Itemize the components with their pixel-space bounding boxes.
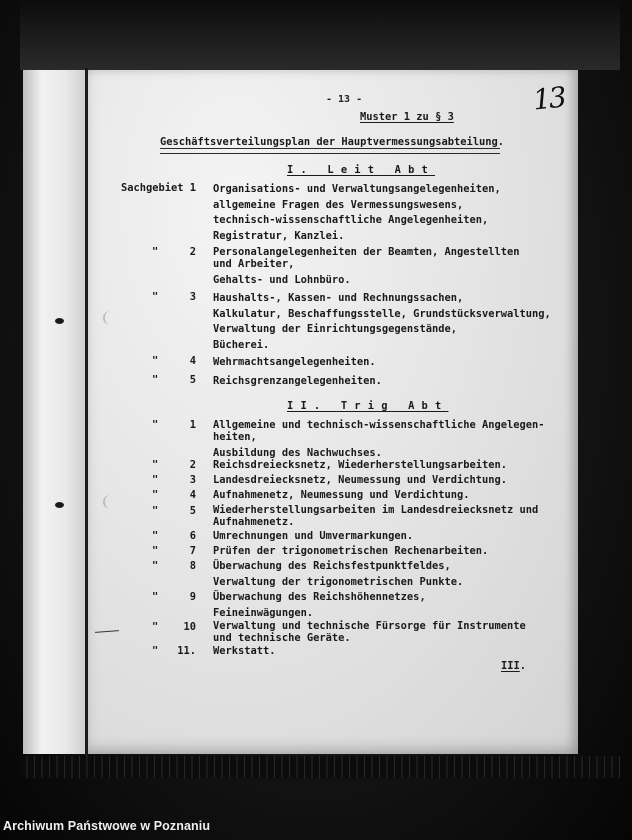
item-number: 4 [189,489,196,501]
item-number: 10 [183,621,196,633]
item-number: 5 [189,374,196,386]
ditto-mark: " [152,530,159,542]
item-number: 1 [189,419,196,431]
ditto-mark: " [152,591,159,603]
item-description [213,182,501,244]
item-line: Überwachung des Reichshöhennetzes, [213,591,426,603]
typed-page-number: - 13 - [326,94,363,105]
item-line: Ausbildung des Nachwuchses. [213,446,382,459]
item-description [213,473,507,489]
item-number: 9 [189,591,196,603]
item-line: Gehalts- und Lohnbüro. [213,273,351,286]
item-line: heiten, [213,431,257,443]
item-line: Feineinwägungen. [213,606,314,619]
item-line: Kalkulatur, Beschaffungsstelle, Grundstücksverwaltung, [213,307,551,320]
punch-hole-upper [55,318,64,324]
item-line: Personalangelegenheiten der Beamten, Angestellten [213,246,520,258]
ditto-mark: " [152,459,159,471]
item-description [213,355,376,371]
punch-hole-lower [55,502,64,508]
item-number: 8 [189,560,196,572]
ditto-mark: " [152,621,159,633]
item-line: Registratur, Kanzlei. [213,229,345,242]
ditto-mark: " [152,474,159,486]
item-line: und Arbeiter, [213,258,295,270]
punch-hole-shadow-upper [103,311,117,325]
item-line: Wiederherstellungsarbeiten im Landesdreiecksnetz und [213,504,539,516]
section-heading-trig-abt: II. Trig Abt [287,400,449,412]
punch-hole-shadow-lower [103,495,117,509]
item-number: 6 [189,530,196,542]
item-description [213,544,488,560]
item-description [213,458,507,474]
item-line: Verwaltung der Einrichtungsgegenstände, [213,323,457,335]
item-line: Prüfen der trigonometrischen Rechenarbeiten. [213,545,489,557]
ditto-mark: " [152,291,159,303]
item-line: Allgemeine und technisch-wissenschaftliche Angelegen- [213,419,545,431]
continuation-section-label: III [501,660,520,672]
item-line: Aufnahmenetz, Neumessung und Verdichtung. [213,489,470,501]
item-line: Bücherei. [213,338,270,351]
item-description [213,559,463,590]
item-number: 7 [189,545,196,557]
item-line: technisch-wissenschaftliche Angelegenheiten, [213,214,489,226]
item-description [213,374,382,390]
ditto-mark: " [152,645,159,657]
item-number: 5 [189,505,196,517]
ditto-mark: " [152,489,159,501]
scanner-bottom-strip [20,756,620,778]
item-line: allgemeine Fragen des Vermessungswesens, [213,198,464,211]
document-title: Geschäftsverteilungsplan der Hauptvermessungsabteilung. [160,136,505,148]
item-description [213,644,276,660]
item-description [213,529,413,545]
item-description [213,590,426,621]
continuation-marker [501,660,526,672]
item-number: 2 [189,246,196,258]
ditto-mark: " [152,246,159,258]
item-description [213,505,538,531]
item-number: 1 [189,182,196,194]
item-prefix: Sachgebiet [121,182,184,194]
item-line: Aufnahmenetz. [213,516,295,528]
archive-caption: Archiwum Państwowe w Poznaniu [3,819,211,833]
ditto-mark: " [152,374,159,386]
item-line: Reichsdreiecksnetz, Wiederherstellungsarbeiten. [213,459,508,471]
item-line: Überwachung des Reichsfestpunktfeldes, [213,560,451,572]
item-number: 11. [177,645,196,657]
ditto-mark: " [152,560,159,572]
item-number: 4 [189,355,196,367]
facing-page-edge [23,70,85,754]
item-line: Haushalts-, Kassen- und Rechnungssachen, [213,292,464,304]
item-line: Verwaltung und technische Fürsorge für Instrumente [213,620,526,632]
title-double-rule [160,148,500,154]
handwritten-page-number: 13 [531,80,567,117]
item-number: 2 [189,459,196,471]
item-number: 3 [189,291,196,303]
item-line: Werkstatt. [213,645,276,657]
item-description [213,488,469,504]
scanner-top-band [20,0,620,70]
ditto-mark: " [152,505,159,517]
muster-reference: Muster 1 zu § 3 [360,111,454,123]
continuation-suffix: . [519,660,527,672]
item-number: 3 [189,474,196,486]
item-line: Verwaltung der trigonometrischen Punkte. [213,575,464,588]
ditto-mark: " [152,355,159,367]
section-heading-leit-abt: I. Leit Abt [287,164,436,176]
item-line: Landesdreiecksnetz, Neumessung und Verdichtung. [213,474,508,486]
ditto-mark: " [152,545,159,557]
item-line: Wehrmachtsangelegenheiten. [213,356,376,368]
ditto-mark: " [152,419,159,431]
item-line: und technische Geräte. [213,632,351,644]
item-description [213,420,545,461]
item-description [213,621,526,647]
item-line: Reichsgrenzangelegenheiten. [213,375,382,387]
item-line: Umrechnungen und Umvermarkungen. [213,530,414,542]
item-description [213,247,520,288]
item-line: Organisations- und Verwaltungsangelegenheiten, [213,183,501,195]
item-description [213,291,551,353]
